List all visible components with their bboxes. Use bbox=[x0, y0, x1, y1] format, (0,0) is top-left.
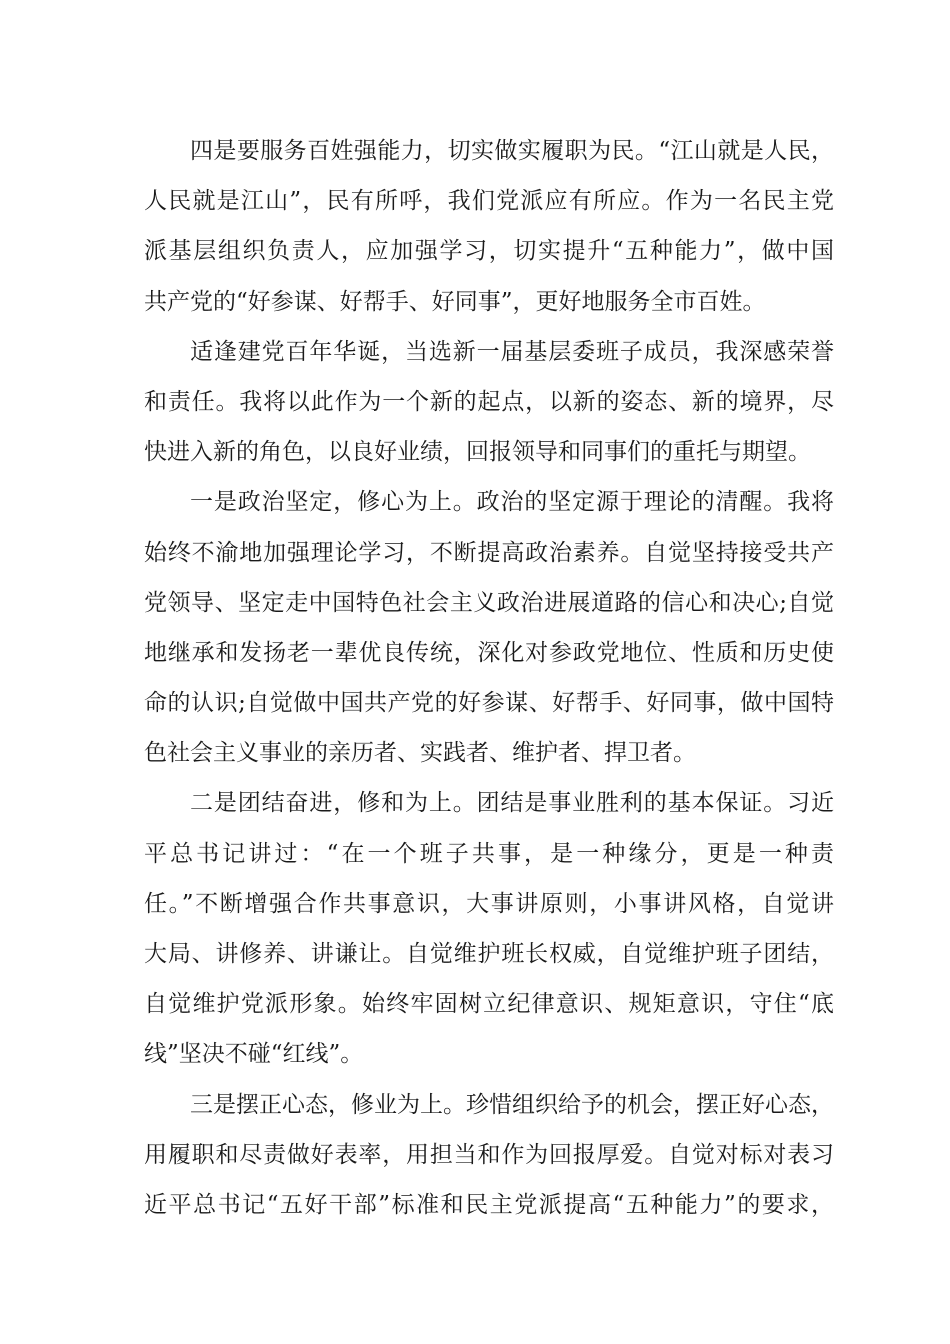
text-line: 大局、讲修养、讲谦让。自觉维护班长权威，自觉维护班子团结， bbox=[144, 941, 834, 967]
text-line: 近平总书记“五好干部”标准和民主党派提高“五种能力”的要求， bbox=[144, 1191, 834, 1218]
text-line: 一是政治坚定，修心为上。政治的坚定源于理论的清醒。我将 bbox=[190, 489, 834, 516]
text-line: 地继承和发扬老一辈优良传统，深化对参政党地位、性质和历史使 bbox=[144, 639, 834, 666]
text-line: 共产党的“好参谋、好帮手、好同事”，更好地服务全市百姓。 bbox=[144, 288, 766, 315]
text-line: 线”坚决不碰“红线”。 bbox=[144, 1041, 364, 1068]
text-line: 用履职和尽责做好表率，用担当和作为回报厚爱。自觉对标对表习 bbox=[144, 1141, 834, 1168]
text-line: 平总书记讲过：“在一个班子共事，是一种缘分，更是一种责 bbox=[144, 840, 834, 867]
paragraph-5 bbox=[144, 1080, 834, 1231]
paragraph-1 bbox=[144, 126, 834, 327]
text-line: 和责任。我将以此作为一个新的起点，以新的姿态、新的境界，尽 bbox=[144, 388, 834, 415]
paragraph-2 bbox=[144, 327, 834, 478]
text-line: 色社会主义事业的亲历者、实践者、维护者、捍卫者。 bbox=[144, 740, 696, 767]
text-line: 三是摆正心态，修业为上。珍惜组织给予的机会，摆正好心态， bbox=[190, 1091, 834, 1118]
text-line: 任。”不断增强合作共事意识，大事讲原则，小事讲风格，自觉讲 bbox=[144, 890, 834, 917]
text-line: 四是要服务百姓强能力，切实做实履职为民。“江山就是人民， bbox=[190, 138, 834, 164]
text-line: 快进入新的角色，以良好业绩，回报领导和同事们的重托与期望。 bbox=[144, 439, 811, 466]
document-body bbox=[144, 126, 834, 1230]
text-line: 命的认识;自觉做中国共产党的好参谋、好帮手、好同事，做中国特 bbox=[144, 690, 834, 717]
text-line: 党领导、坚定走中国特色社会主义政治进展道路的信心和决心;自觉 bbox=[144, 589, 834, 616]
text-line: 自觉维护党派形象。始终牢固树立纪律意识、规矩意识，守住“底 bbox=[144, 991, 834, 1018]
text-line: 二是团结奋进，修和为上。团结是事业胜利的基本保证。习近 bbox=[190, 790, 834, 817]
paragraph-4 bbox=[144, 778, 834, 1079]
text-line: 人民就是江山”，民有所呼，我们党派应有所应。作为一名民主党 bbox=[144, 188, 834, 215]
text-line: 适逢建党百年华诞，当选新一届基层委班子成员，我深感荣誉 bbox=[190, 338, 834, 365]
text-line: 始终不渝地加强理论学习，不断提高政治素养。自觉坚持接受共产 bbox=[144, 539, 834, 566]
text-line: 派基层组织负责人，应加强学习，切实提升“五种能力”，做中国 bbox=[144, 238, 834, 265]
paragraph-3 bbox=[144, 477, 834, 778]
